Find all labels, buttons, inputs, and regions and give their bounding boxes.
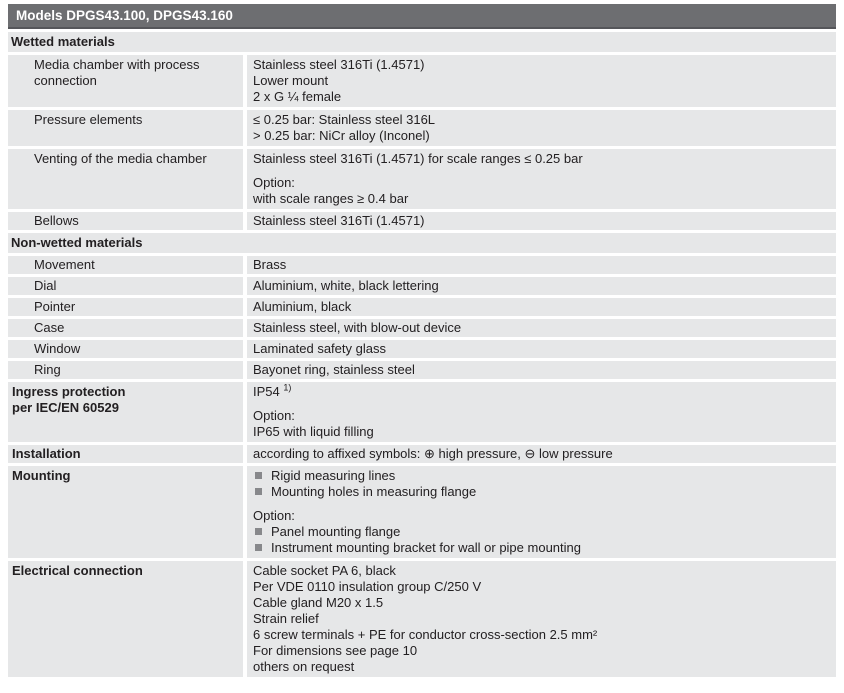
table-row-pointer — [8, 298, 836, 316]
table-row-installation — [8, 445, 836, 463]
option-label: Option: — [253, 408, 295, 423]
section-header-wetted-materials: Wetted materials — [8, 32, 836, 52]
row-value: Brass — [247, 256, 836, 274]
value-line: Lower mount — [253, 73, 329, 88]
row-label: Bellows — [8, 212, 243, 230]
row-value: Laminated safety glass — [247, 340, 836, 358]
row-label: Venting of the media chamber — [8, 149, 243, 209]
value-line: Stainless steel 316Ti (1.4571) — [253, 57, 425, 72]
value-line: 6 screw terminals + PE for conductor cross-section 2.5 mm² — [253, 627, 598, 642]
label-line: per IEC/EN 60529 — [12, 400, 119, 415]
bullet-text: Panel mounting flange — [271, 524, 401, 539]
table-row-ingress-protection — [8, 382, 836, 442]
value-line: > 0.25 bar: NiCr alloy (Inconel) — [253, 128, 430, 143]
label-line: Ingress protection — [12, 384, 126, 399]
row-value — [247, 466, 836, 558]
row-value — [247, 55, 836, 107]
paragraph-gap — [253, 500, 828, 508]
paragraph-gap — [253, 167, 828, 175]
row-value: Aluminium, black — [247, 298, 836, 316]
value-line: Cable socket PA 6, black — [253, 563, 396, 578]
row-label — [8, 382, 243, 442]
row-label: Electrical connection — [8, 561, 243, 677]
footnote-marker: 1) — [283, 382, 292, 393]
row-value: according to affixed symbols: ⊕ high pressure, ⊖ low pressure — [247, 445, 836, 463]
value-line: Cable gland M20 x 1.5 — [253, 595, 384, 610]
row-label: Pressure elements — [8, 110, 243, 146]
row-value: Stainless steel, with blow-out device — [247, 319, 836, 337]
table-row-mounting — [8, 466, 836, 558]
bullet-text: Instrument mounting bracket for wall or pipe mounting — [271, 540, 581, 555]
table-row-case — [8, 319, 836, 337]
row-label: Ring — [8, 361, 243, 379]
table-row-window — [8, 340, 836, 358]
value-line: Per VDE 0110 insulation group C/250 V — [253, 579, 482, 594]
square-bullet-icon — [255, 528, 262, 535]
row-label: Pointer — [8, 298, 243, 316]
table-row-venting — [8, 149, 836, 209]
row-label: Case — [8, 319, 243, 337]
table-row-dial — [8, 277, 836, 295]
bullet-text: Mounting holes in measuring flange — [271, 484, 477, 499]
table-row-pressure-elements — [8, 110, 836, 146]
row-value: Stainless steel 316Ti (1.4571) — [247, 212, 836, 230]
square-bullet-icon — [255, 488, 262, 495]
table-row-movement — [8, 256, 836, 274]
value-line: 2 x G ¼ female — [253, 89, 342, 104]
bullet-item — [253, 540, 828, 556]
spec-table — [8, 4, 836, 677]
row-label: Window — [8, 340, 243, 358]
value-line: IP65 with liquid filling — [253, 424, 374, 439]
option-label: Option: — [253, 508, 295, 523]
row-value: Aluminium, white, black lettering — [247, 277, 836, 295]
row-label: Installation — [8, 445, 243, 463]
option-label: Option: — [253, 175, 295, 190]
value-line — [253, 384, 828, 400]
table-row-bellows — [8, 212, 836, 230]
row-label: Movement — [8, 256, 243, 274]
square-bullet-icon — [255, 544, 262, 551]
value-line: ≤ 0.25 bar: Stainless steel 316L — [253, 112, 436, 127]
row-label: Media chamber with process connection — [8, 55, 243, 107]
value-line: Strain relief — [253, 611, 319, 626]
value-line: others on request — [253, 659, 355, 674]
bullet-text: Rigid measuring lines — [271, 468, 396, 483]
row-value: Bayonet ring, stainless steel — [247, 361, 836, 379]
row-label: Mounting — [8, 466, 243, 558]
row-value — [247, 149, 836, 209]
row-value — [247, 110, 836, 146]
section-header-nonwetted-materials: Non-wetted materials — [8, 233, 836, 253]
row-value — [247, 561, 836, 677]
value-line: For dimensions see page 10 — [253, 643, 418, 658]
value-line: Stainless steel 316Ti (1.4571) for scale ranges ≤ 0.25 bar — [253, 151, 583, 166]
row-value — [247, 382, 836, 442]
table-row-ring — [8, 361, 836, 379]
table-row-electrical-connection — [8, 561, 836, 677]
value-line: with scale ranges ≥ 0.4 bar — [253, 191, 409, 206]
square-bullet-icon — [255, 472, 262, 479]
bullet-item — [253, 468, 828, 484]
table-title-bar: Models DPGS43.100, DPGS43.160 — [8, 4, 836, 29]
bullet-item — [253, 524, 828, 540]
bullet-item — [253, 484, 828, 500]
ip-rating: IP54 — [253, 384, 280, 399]
row-label: Dial — [8, 277, 243, 295]
table-row-media-chamber — [8, 55, 836, 107]
paragraph-gap — [253, 400, 828, 408]
